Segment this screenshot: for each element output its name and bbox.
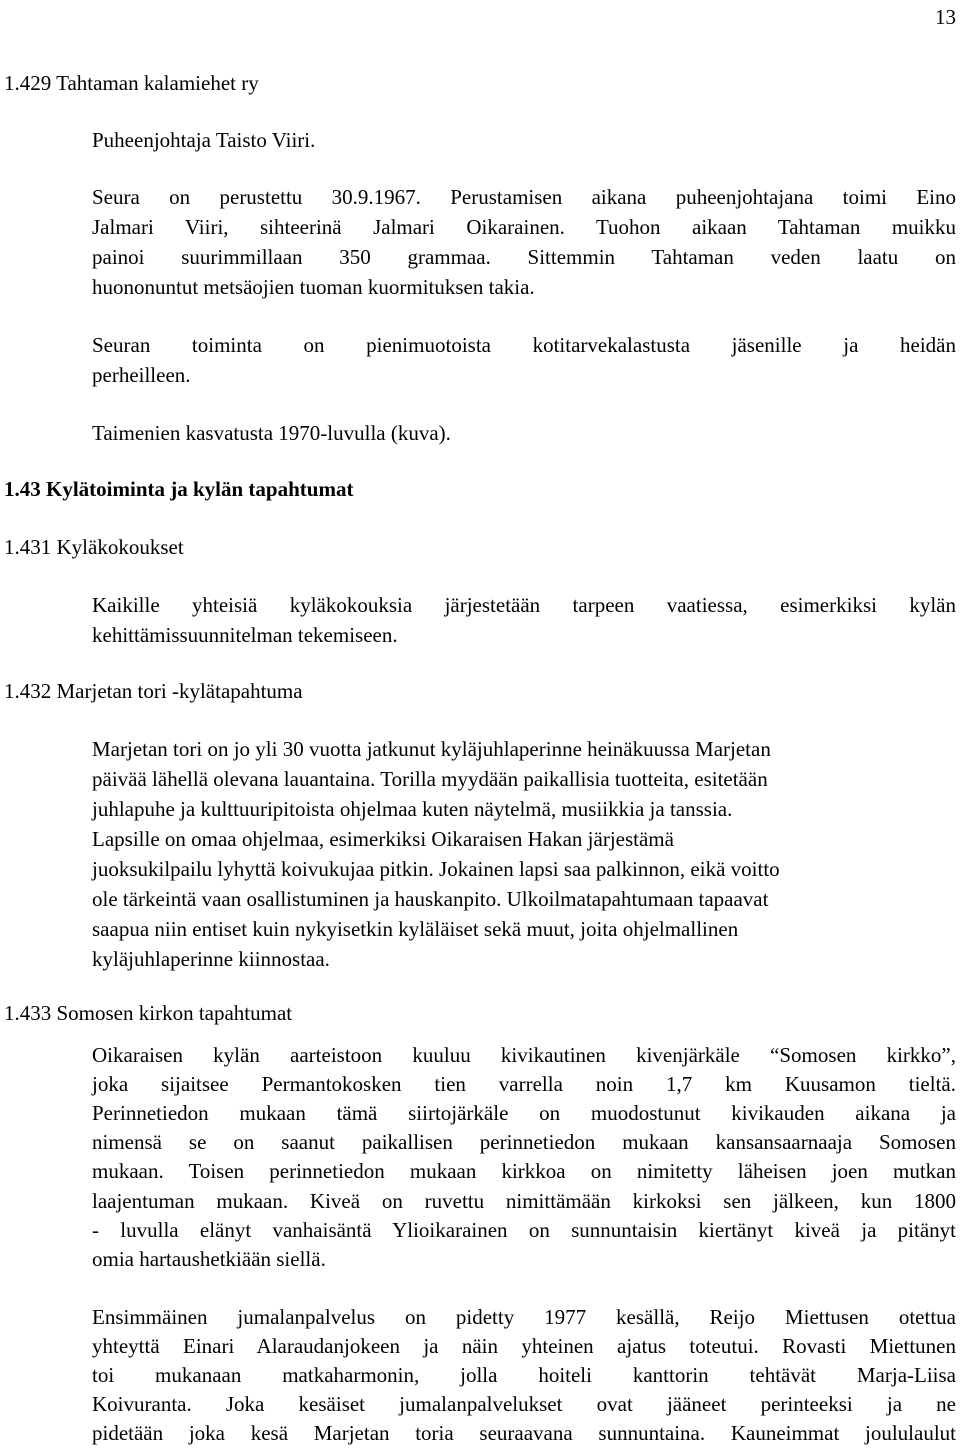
page-number: 13 (935, 5, 956, 29)
paragraph-line: kehittämissuunnitelman tekemiseen. (92, 623, 398, 647)
paragraph-line: Jalmari Viiri, sihteerinä Jalmari Oikarainen. Tuohon aikaan Tahtaman muikku (92, 215, 956, 239)
section-heading-1-431: 1.431 Kyläkokoukset (4, 535, 184, 559)
paragraph-line: Kaikille yhteisiä kyläkokouksia järjestetään tarpeen vaatiessa, esimerkiksi kylän (92, 593, 956, 617)
paragraph-line: omia hartaushetkiään siellä. (92, 1247, 326, 1271)
paragraph-line: nimensä se on saanut paikallisen perinnetiedon mukaan kansansaarnaaja Somosen (92, 1130, 956, 1154)
paragraph-line: Lapsille on omaa ohjelmaa, esimerkiksi Oikaraisen Hakan järjestämä (92, 827, 674, 851)
paragraph-line: kyläjuhlaperinne kiinnostaa. (92, 947, 330, 971)
paragraph-line: Marjetan tori on jo yli 30 vuotta jatkunut kyläjuhlaperinne heinäkuussa Marjetan (92, 737, 771, 761)
paragraph-trout: Taimenien kasvatusta 1970-luvulla (kuva). (92, 421, 451, 445)
paragraph-line: joka sijaitsee Permantokosken tien varrella noin 1,7 km Kuusamon tieltä. (92, 1072, 956, 1096)
paragraph-line: saapua niin entiset kuin nykyisetkin kyläläiset sekä muut, joita ohjelmallinen (92, 917, 739, 941)
section-heading-1-43: 1.43 Kylätoiminta ja kylän tapahtumat (4, 477, 354, 501)
paragraph-line: päivää lähellä olevana lauantaina. Torilla myydään paikallisia tuotteita, esitetään (92, 767, 768, 791)
paragraph-line: laajentuman mukaan. Kiveä on ruvettu nimittämään kirkoksi sen jälkeen, kun 1800 (92, 1189, 956, 1213)
paragraph-line: Ensimmäinen jumalanpalvelus on pidetty 1977 kesällä, Reijo Miettusen otettua (92, 1305, 956, 1329)
paragraph-line: Koivuranta. Joka kesäiset jumalanpalvelukset ovat jääneet perinteeksi ja ne (92, 1392, 956, 1416)
paragraph-line: toi mukanaan matkaharmonin, jolla hoiteli kanttorin tehtävät Marja-Liisa (92, 1363, 956, 1387)
paragraph-line: mukaan. Toisen perinnetiedon mukaan kirkkoa on nimitetty läheisen joen mutkan (92, 1159, 956, 1183)
paragraph-line: yhteyttä Einari Alaraudanjokeen ja näin yhteinen ajatus toteutui. Rovasti Miettunen (92, 1334, 956, 1358)
chair-line: Puheenjohtaja Taisto Viiri. (92, 128, 316, 152)
paragraph-line: - luvulla elänyt vanhaisäntä Ylioikarainen on sunnuntaisin kiertänyt kiveä ja pitänyt (92, 1218, 956, 1242)
paragraph-line: Seura on perustettu 30.9.1967. Perustamisen aikana puheenjohtajana toimi Eino (92, 185, 956, 209)
paragraph-line: ole tärkeintä vaan osallistuminen ja hauskanpito. Ulkoilmatapahtumaan tapaavat (92, 887, 769, 911)
paragraph-line: Seuran toiminta on pienimuotoista kotitarvekalastusta jäsenille ja heidän (92, 333, 956, 357)
paragraph-line: juhlapuhe ja kulttuuripitoista ohjelmaa kuten näytelmä, musiikkia ja tanssia. (92, 797, 733, 821)
section-heading-1-433: 1.433 Somosen kirkon tapahtumat (4, 1001, 293, 1025)
paragraph-line: pidetään joka kesä Marjetan toria seuraavana sunnuntaina. Kauneimmat joululaulut (92, 1421, 956, 1445)
paragraph-line: juoksukilpailu lyhyttä koivukujaa pitkin. Jokainen lapsi saa palkinnon, eikä voitto (92, 857, 780, 881)
paragraph-line: huononuntut metsäojien tuoman kuormituksen takia. (92, 275, 535, 299)
paragraph-line: painoi suurimmillaan 350 grammaa. Sittemmin Tahtaman veden laatu on (92, 245, 956, 269)
paragraph-line: Perinnetiedon mukaan tämä siirtojärkäle on muodostunut kivikauden aikana ja (92, 1101, 956, 1125)
section-heading-1-432: 1.432 Marjetan tori -kylätapahtuma (4, 679, 303, 703)
section-heading-1-429: 1.429 Tahtaman kalamiehet ry (4, 71, 259, 95)
paragraph-line: perheilleen. (92, 363, 191, 387)
paragraph-line: Oikaraisen kylän aarteistoon kuuluu kivikautinen kivenjärkäle “Somosen kirkko”, (92, 1043, 956, 1067)
